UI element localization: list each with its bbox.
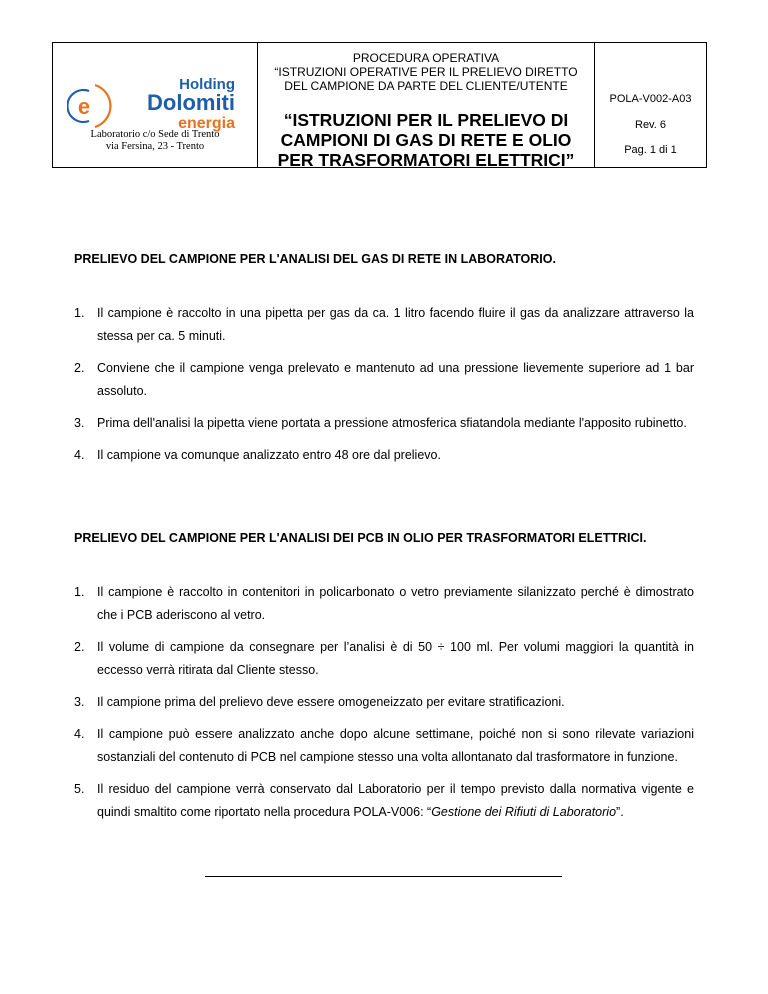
title-line1: “ISTRUZIONI PER IL PRELIEVO DI xyxy=(283,110,569,130)
meta-cell xyxy=(595,43,706,167)
list-item: 3. Prima dell'analisi la pipetta viene portata a pressione atmosferica sfiatandola mediante l'apposito rubinetto. xyxy=(74,416,687,430)
lab-address-line2: via Fersina, 23 - Trento xyxy=(105,141,205,152)
logo-energia-text: energia xyxy=(178,115,235,132)
list-item: 2. Il volume di campione da consegnare per l’analisi è di 50 ÷ 100 ml. Per volumi maggiori la quantità in eccesso verrà ritirata dal Cliente stesso. xyxy=(74,640,694,677)
lab-address-line1: Laboratorio c/o Sede di Trento xyxy=(90,129,220,140)
list-item: 3. Il campione prima del prelievo deve essere omogeneizzato per evitare stratificazioni. xyxy=(74,695,565,709)
title-cell xyxy=(258,43,595,170)
logo-e-letter: e xyxy=(77,94,91,119)
document-header xyxy=(52,42,707,168)
section1-list xyxy=(74,302,694,467)
list-item: 4. Il campione va comunque analizzato entro 48 ore dal prelievo. xyxy=(74,448,441,462)
section2-heading: PRELIEVO DEL CAMPIONE PER L'ANALISI DEI PCB IN OLIO PER TRASFORMATORI ELETTRICI. xyxy=(74,531,647,545)
logo-dolomiti-text: Dolomiti xyxy=(147,90,235,115)
end-rule xyxy=(205,876,562,877)
title-line2: CAMPIONI DI GAS DI RETE E OLIO xyxy=(280,130,572,150)
logo-cell xyxy=(53,43,258,167)
document-code: POLA-V002-A03 xyxy=(609,93,692,105)
procedure-heading xyxy=(258,51,594,93)
section2-list xyxy=(74,581,694,824)
procedure-line3: DEL CAMPIONE DA PARTE DEL CLIENTE/UTENTE xyxy=(284,79,568,93)
procedure-line1: PROCEDURA OPERATIVA xyxy=(352,51,500,65)
list-item: 2. Conviene che il campione venga prelevato e mantenuto ad una pressione lievemente superiore ad 1 bar assoluto. xyxy=(74,361,694,398)
referenced-procedure-title: Gestione dei Rifiuti di Laboratorio xyxy=(431,805,617,819)
list-item: 5. Il residuo del campione verrà conservato dal Laboratorio per il tempo previsto dalla normativa vigente e quindi smaltito come riportato nella procedura POLA-V006: “Gestione dei Rifiuti di Laboratorio”. xyxy=(74,782,694,819)
document-title xyxy=(258,110,594,170)
title-line3: PER TRASFORMATORI ELETTRICI” xyxy=(277,150,575,170)
company-logo xyxy=(67,73,247,133)
section1-heading: PRELIEVO DEL CAMPIONE PER L'ANALISI DEL GAS DI RETE IN LABORATORIO. xyxy=(74,252,556,266)
list-item: 1. Il campione è raccolto in contenitori in policarbonato o vetro previamente silanizzato perché è dimostrato che i PCB aderiscono al vetro. xyxy=(74,585,694,622)
revision: Rev. 6 xyxy=(635,119,666,131)
procedure-line2: “ISTRUZIONI OPERATIVE PER IL PRELIEVO DIRETTO xyxy=(274,65,578,79)
logo-holding-text: Holding xyxy=(179,76,235,93)
page-number: Pag. 1 di 1 xyxy=(624,144,677,156)
list-item: 4. Il campione può essere analizzato anche dopo alcune settimane, poiché non si sono rilevate variazioni sostanziali del contenuto di PCB nel campione stesso una volta allontanato dal trasformatore in funzione. xyxy=(74,727,694,764)
list-item: 1. Il campione è raccolto in una pipetta per gas da ca. 1 litro facendo fluire il gas da analizzare attraverso la stessa per ca. 5 minuti. xyxy=(74,306,694,343)
